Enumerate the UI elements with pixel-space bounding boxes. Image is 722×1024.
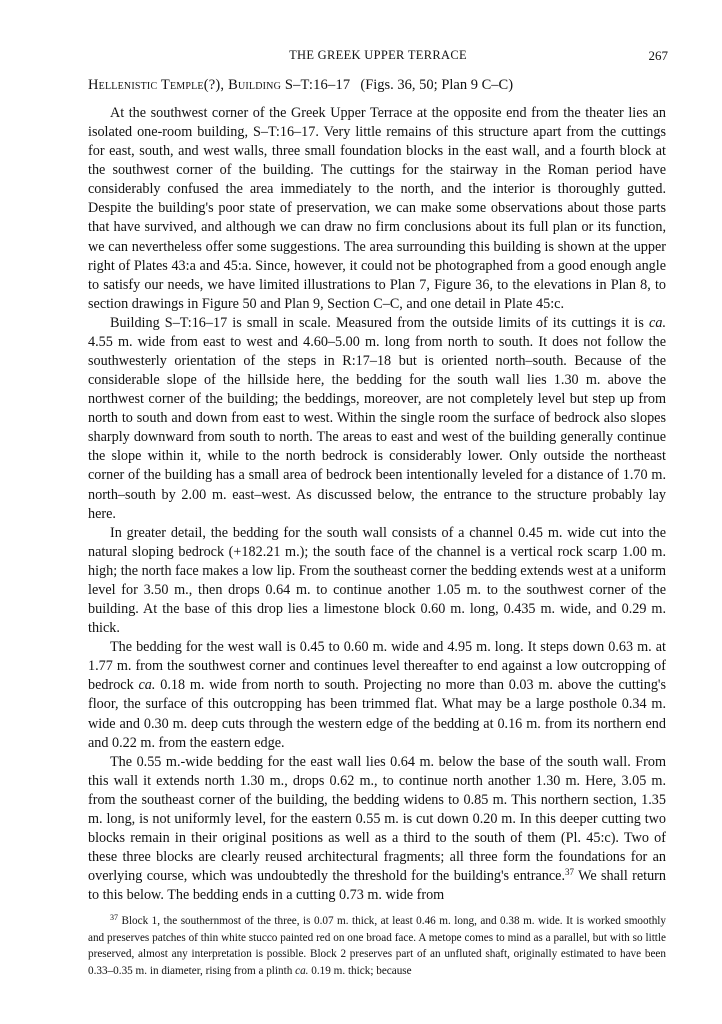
running-head (88, 48, 668, 66)
body-text (88, 104, 666, 905)
footnote-circa: ca. (295, 964, 309, 977)
footnote-text-b: 0.19 m. thick; because (308, 964, 412, 977)
paragraph-4 (88, 638, 666, 752)
footnote (88, 913, 666, 979)
paragraph-4-part-b: 0.18 m. wide from north to south. Projecting no more than 0.03 m. above the cutting's floor, the surface of this outcropping has been trimmed flat. What may be a large posthole 0.34 m. wide and 0.30 m. deep cuts through the western edge of the bedding at 0.16 m. from its northern end and 0.22 m. from the eastern edge. (88, 677, 666, 751)
paragraph-5 (88, 753, 666, 906)
page-number: 267 (648, 48, 668, 63)
paragraph-2-part-a: Building S–T:16–17 is small in scale. Measured from the outside limits of its cuttings it is (110, 314, 650, 331)
section-heading-label: Hellenistic Temple(?), Building S–T:16–17 (88, 77, 351, 93)
paragraph-2-circa: ca. (649, 314, 666, 331)
paragraph-4-circa: ca. (138, 677, 156, 694)
paragraph-5-part-a: The 0.55 m.-wide bedding for the east wall lies 0.64 m. below the base of the south wall. From this wall it extends north 1.30 m., drops 0.62 m., to continue north another 1.30 m. Here, 3.05 m. from the southeast corner of the building, the bedding widens to 0.85 m. This northern section, 1.35 m. long, is not uniformly level, for the eastern 0.55 m. is cut down 0.20 m. In this deeper cutting two blocks remain in their original positions as well as a third to the south of them (Pl. 45:c). Two of these three blocks are clearly reused architectural fragments; all three form the foundations for an overlying course, which was undoubtedly the threshold for the building's entrance. (88, 753, 666, 885)
running-head-title: THE GREEK UPPER TERRACE (289, 48, 467, 62)
paragraph-1: At the southwest corner of the Greek Upper Terrace at the opposite end from the theater lies an isolated one-room building, S–T:16–17. Very little remains of this structure apart from the cuttings for east, south, and west walls, three small foundation blocks in the east wall, and a fourth block at the southwest corner of the building. The cuttings for the stairway in the Roman period have considerably confused the area immediately to the north, and the interior is thoroughly gutted. Despite the building's poor state of preservation, we can make some observations about those parts that have survived, and although we can draw no firm conclusions about its full plan or its function, we can nevertheless offer some suggestions. The area surrounding this building is shown at the upper right of Plates 43:a and 45:a. Since, however, it could not be photographed from a good enough angle to satisfy our needs, we have limited illustrations to Plan 7, Figure 36, to the elevations in Plan 8, to section drawings in Figure 50 and Plan 9, Section C–C, and one detail in Plate 45:c. (88, 105, 666, 312)
paragraph-4-part-a: The bedding for the west wall is 0.45 to 0.60 m. wide and 4.95 m. long. It steps down 0.63 m. at 1.77 m. from the southwest corner and continues level thereafter to end against a low outcropping of bedrock (88, 639, 666, 694)
paragraph-5-part-b: We shall return to this below. The bedding ends in a cutting 0.73 m. wide from (88, 868, 666, 904)
footnote-reference[interactable]: 37 (565, 867, 574, 878)
footnote-text-a: Block 1, the southernmost of the three, is 0.07 m. thick, at least 0.46 m. long, and 0.38 m. wide. It is worked smoothly and preserves patches of thin white stucco painted red on one broad face. A metope comes to mind as a parallel, but with so little preserved, almost any interpretation is possible. Block 2 preserves part of an unfluted shaft, originally estimated to have been 0.33–0.35 m. in diameter, rising from a plinth (88, 915, 666, 977)
footnote-number: 37 (110, 913, 118, 922)
section-heading-figures: (Figs. 36, 50; Plan 9 C–C) (360, 77, 514, 93)
paragraph-2-part-b: 4.55 m. wide from east to west and 4.60–5.00 m. long from north to south. It does not follow the southwesterly orientation of the steps in R:17–18 but is oriented north–south. Because of the considerable slope of the hillside here, the bedding for the south wall lies 1.30 m. above the northwest corner of the building; the beddings, moreover, are not completely level but step up from north to south and down from east to west. Within the single room the surface of bedrock also slopes sharply downward from south to north. The areas to east and west of the building generally continue the slope within it, while to the north bedrock is considerably lower. Only outside the northeast corner of the building has a small area of bedrock been intentionally leveled for a distance of 1.70 m. north–south by 2.00 m. east–west. As discussed below, the entrance to the structure probably lay here. (88, 333, 666, 522)
section-heading (88, 77, 678, 94)
paragraph-3: In greater detail, the bedding for the south wall consists of a channel 0.45 m. wide cut into the natural sloping bedrock (+182.21 m.); the south face of the channel is a vertical rock scarp 1.00 m. high; the north face makes a low lip. From the southeast corner the bedding extends west at a uniform level for 3.50 m., then drops 0.64 m. to continue another 1.05 m. to the southwest corner of the building. At the base of this drop lies a limestone block 0.60 m. long, 0.435 m. wide, and 0.29 m. thick. (88, 524, 666, 637)
paragraph-2 (88, 314, 666, 524)
